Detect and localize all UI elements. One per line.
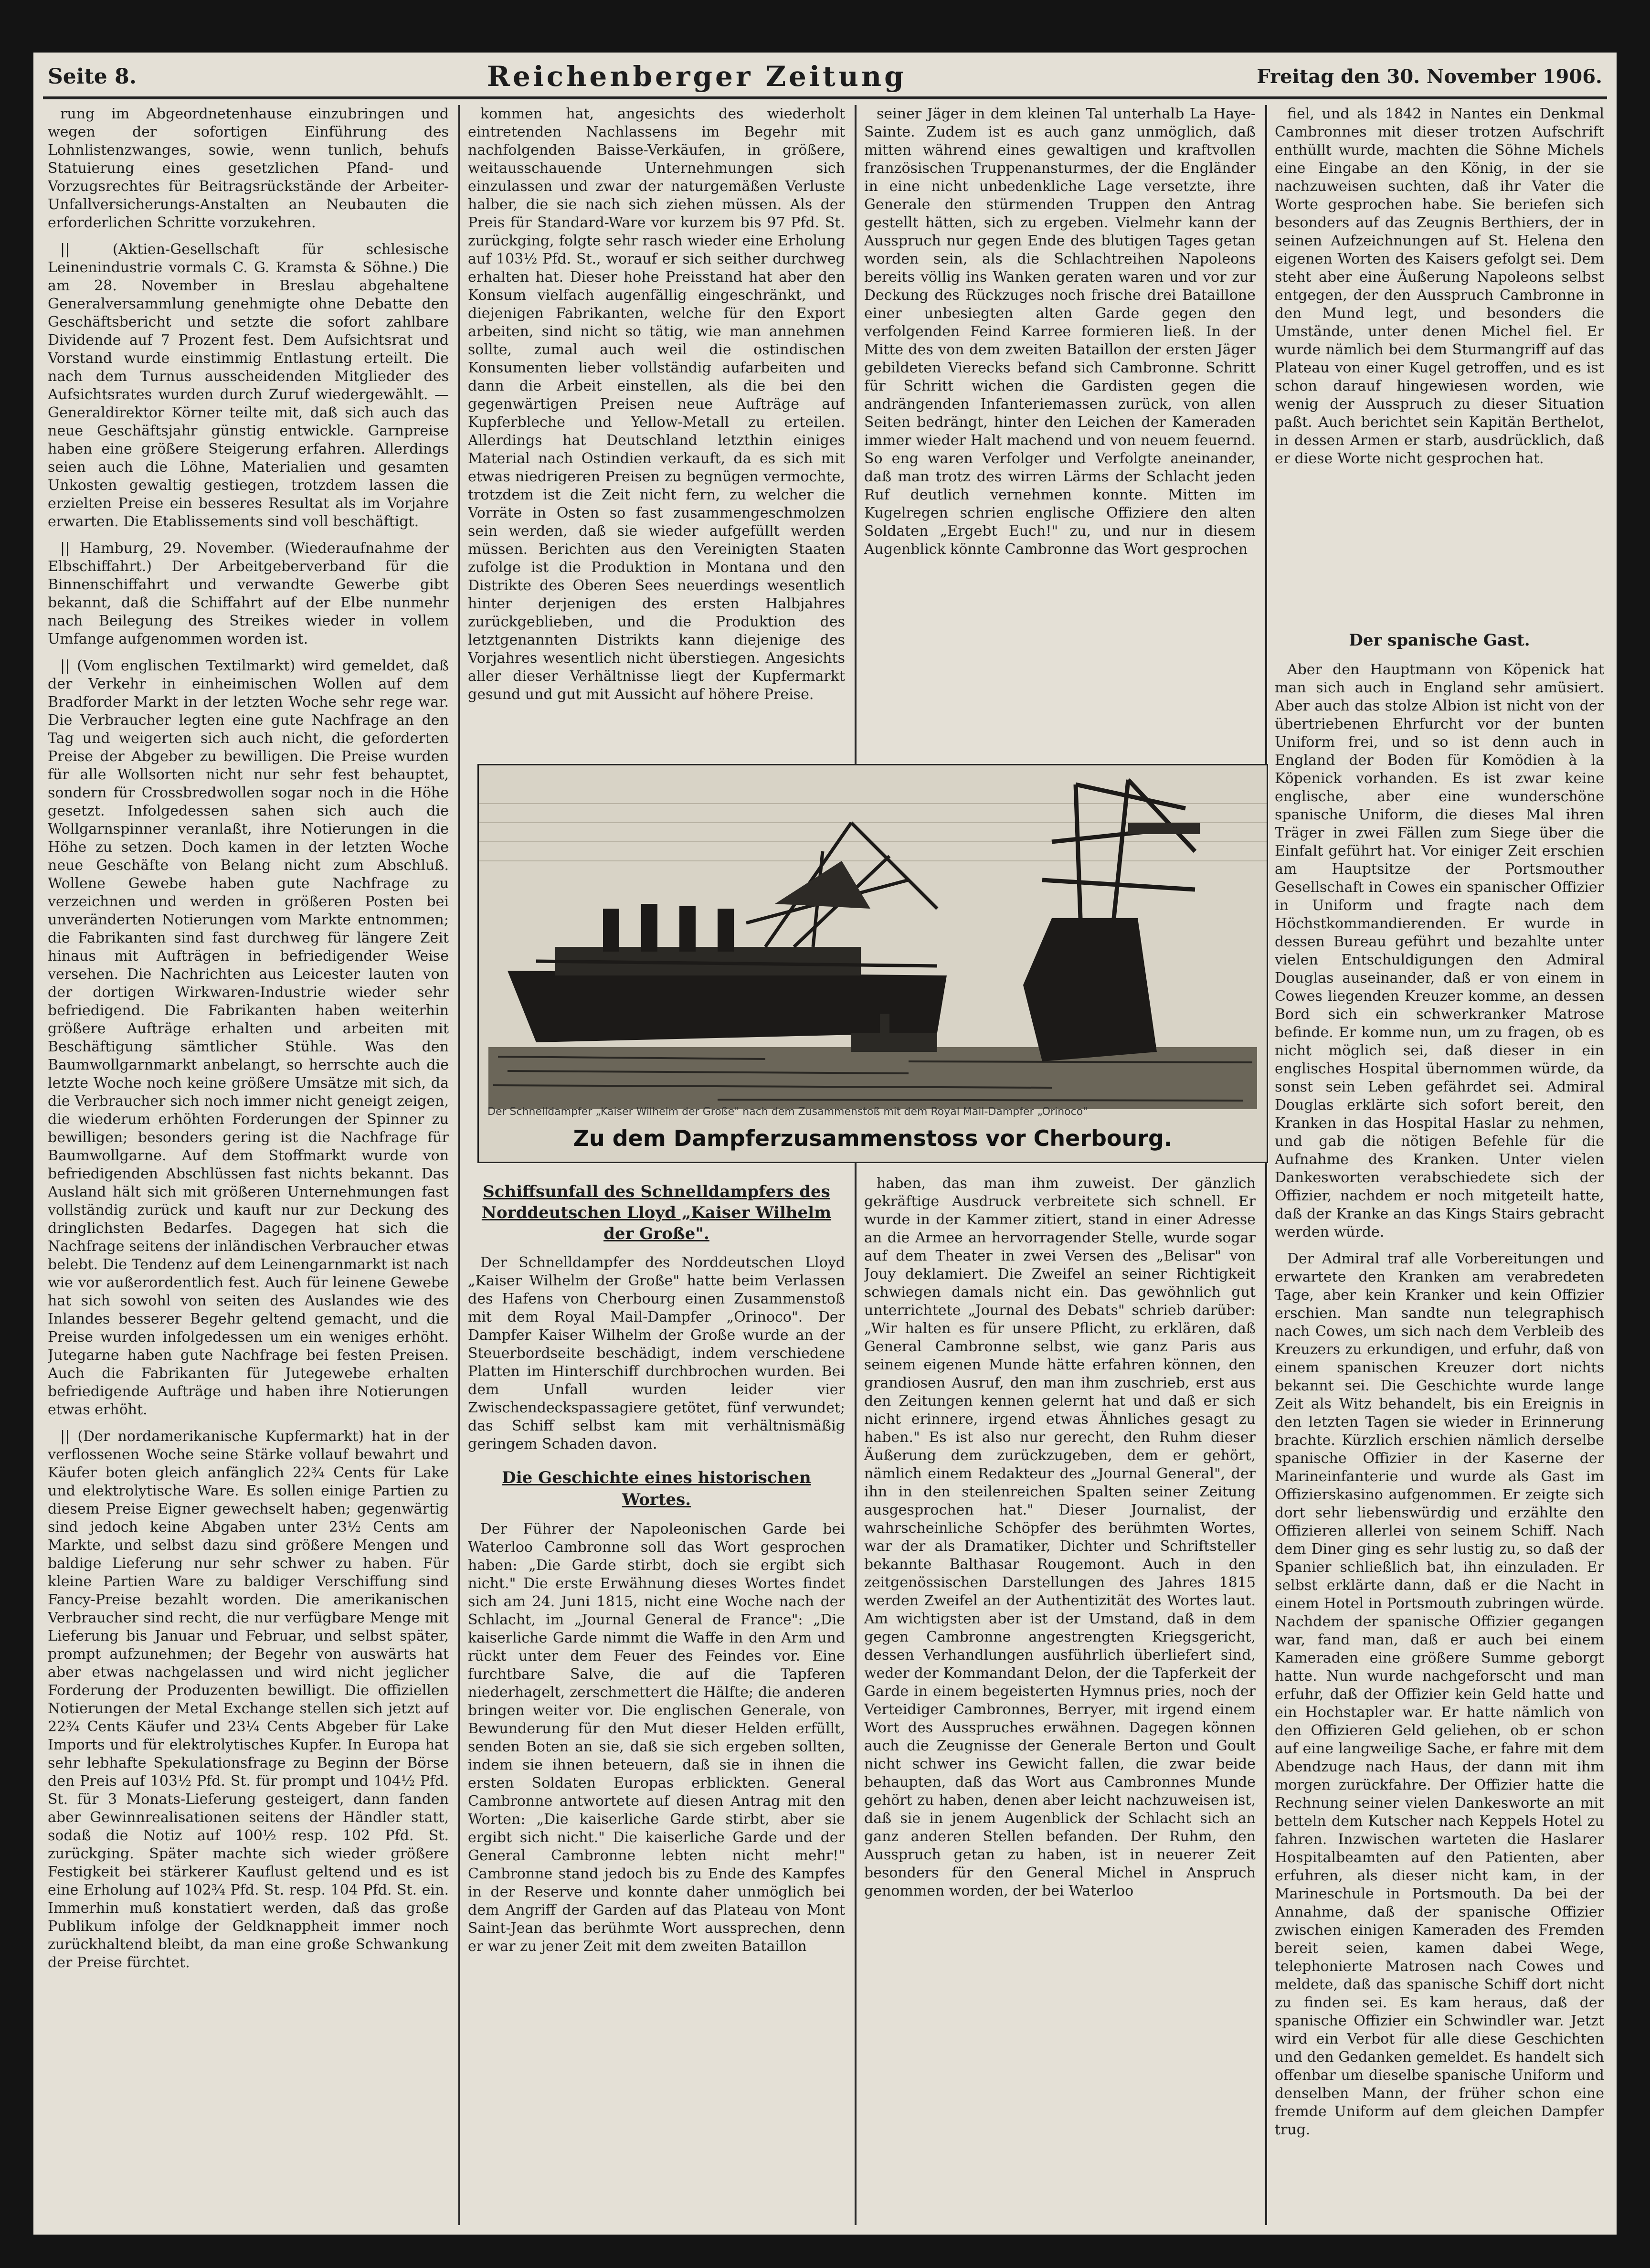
column-rule (458, 105, 460, 2225)
column-3-bottom (864, 1175, 1256, 2225)
column-rule (1265, 105, 1267, 2225)
column-4-top (1275, 105, 1604, 611)
paragraph: Der Admiral traf alle Vorbereitungen und erwartete den Kranken am verabredeten Tage, aber kein Kranker und kein Offizier erschien. Man sandte nun telegraphisch nach Cowes, um sich nach dem Verbleib des Kreuzers zu erkundigen, und erfuhr, daß von einem spanischen Kreuzer dort nichts bekannt sei. Die Geschichte wurde lange Zeit als Witz behandelt, bis ein Ereignis in den letzten Tagen sie wieder in Erinnerung brachte. Kürzlich erschien nämlich derselbe spanische Offizier in der Kaserne der Marineinfanterie und wurde als Gast im Offizierskasino aufgenommen. Er zeigte sich dort sehr liebenswürdig und erzählte den Offizieren allerlei von seinem Schiff. Nach dem Diner ging es sehr lustig zu, so daß der Spanier schließlich bat, ihn einzuladen. Er selbst erklärte dann, daß er die Nacht in einem Hotel in Portsmouth zubringen würde. Nachdem der spanische Offizier gegangen war, fand man, daß er auch bei einem Kameraden eine größere Summe geborgt hatte. Nun wurde nachgeforscht und man erfuhr, daß der Offizier kein Geld hatte und ein Hochstapler war. Er hatte nämlich von den Offizieren Geld geliehen, ob er schon auf eine langweilige Sache, er fahre mit dem Abendzuge nach Haus, der dann mit ihm morgen zurückfahre. Der Offizier hatte die Rechnung seiner vielen Dankesworte an mit betteln dem Kutscher nach Keppels Hotel zu fahren. Inzwischen warteten die Haslarer Hospitalbeamten auf den Patienten, aber erfuhren, als dieser nicht kam, in der Marineschule in Portsmouth. Da bei der Annahme, daß der spanische Offizier zwischen einigen Kameraden des Fremden bereit seien, kamen dabei Wege, telephonierte Matrosen nach Cowes und meldete, daß das spanische Schiff dort nicht zu finden sei. Es kam heraus, daß der spanische Offizier ein Schwindler war. Jetzt wird ein Verbot für alle diese Geschichten und den Gedanken gemeldet. Es handelt sich offenbar um dieselbe spanische Uniform und denselben Mann, der früher schon eine fremde Uniform auf dem gleichen Dampfer trug. (1275, 1251, 1604, 2138)
column-3-top (864, 105, 1256, 750)
paragraph: haben, das man ihm zuweist. Der gänzlich gekräftige Ausdruck verbreitete sich schnell. Er wurde in der Kammer zitiert, stand in einer Adresse an die Armee an hervorragender Stelle, wurde sogar auf dem Theater in zwei Versen des „Belisar" von Jouy deklamiert. Die Zweifel an seiner Richtigkeit schwiegen damals nicht ein. Das gewöhnlich gut unterrichtete „Journal des Debats" schrieb darüber: „Wir halten es für unsere Pflicht, zu erklären, daß General Cambronne selbst, wie ganz Paris aus seinem eigenen Munde hätte erfahren können, den grandiosen Ausruf, den man ihm zuschrieb, erst aus den Zeitungen kennen gelernt hat und daß er sich nicht erinnere, irgend etwas Ähnliches gesagt zu haben." Es ist also nur gerecht, den Ruhm dieser Äußerung dem zurückzugeben, dem er gehört, nämlich einem Redakteur des „Journal General", der ihn in den steilenreichen Spalten seiner Zeitung ausgesprochen hat." Dieser Journalist, der wahrscheinliche Schöpfer des berühmten Wortes, war der als Dramatiker, Dichter und Schriftsteller bekannte Balthasar Rougemont. Auch in den zeitgenössischen Darstellungen des Jahres 1815 werden Zweifel an der Authentizität des Wortes laut. Am wichtigsten aber ist der Umstand, daß in dem gegen Cambronne angestrengten Kriegsgericht, dessen Verhandlungen ausführlich überliefert sind, weder der Kommandant Delon, der die Tapferkeit der Garde in einem begeisterten Hymnus pries, noch der Verteidiger Cambronnes, Berryer, mit irgend einem Wort des Ausspruches erwähnen. Dagegen können auch die Zeugnisse der Generale Berton und Goult nicht schwer ins Gewicht fallen, die zwar beide behaupten, daß das Wort aus Cambronnes Munde gehört zu haben, denen aber leicht nachzuweisen ist, daß sie in jenem Augenblick der Schlacht sich an ganz anderen Stellen befanden. Der Ruhm, den Ausspruch getan zu haben, ist in neuerer Zeit besonders für den General Michel in Anspruch genommen worden, der bei Waterloo (864, 1175, 1256, 1899)
ship-collision-illustration (477, 764, 1268, 1163)
article-title: Die Geschichte eines historischen Wortes. (502, 1468, 811, 1509)
header-rule (43, 96, 1607, 99)
paragraph: Der Führer der Napoleonischen Garde bei Waterloo Cambronne soll das Wort gesprochen haben: „Die Garde stirbt, doch sie ergibt sich nicht." Die erste Erwähnung dieses Wortes findet sich am 24. Juni 1815, nicht eine Woche nach der Schlacht, im „Journal General de France": „Die kaiserliche Garde nimmt die Waffe in den Arm und rückt unter dem Feuer des Feindes vor. Eine furchtbare Salve, die auf die Tapferen niederhagelt, zerschmettert die Hälfte; die anderen bringen weiter vor. Die englischen Generale, von Bewunderung für den Mut dieser Helden erfüllt, senden Boten an sie, daß sie sich ergeben sollten, indem sie ihnen beteuern, daß sie in ihnen die ersten Soldaten Europas erblickten. General Cambronne antwortete auf diesen Antrag mit den Worten: „Die kaiserliche Garde stirbt, aber sie ergibt sich nicht." Die kaiserliche Garde und der General Cambronne lebten nicht mehr!" Cambronne stand jedoch bis zu Ende des Kampfes in der Reserve und konnte daher unmöglich bei dem Angriff der Garden auf das Plateau von Mont Saint-Jean das berühmte Wort aussprechen, denn er war zu jener Zeit mit dem zweiten Bataillon (468, 1521, 845, 1955)
figure-caption: Zu dem Dampferzusammenstoss vor Cherbourg. (573, 1125, 1173, 1151)
figure-credit: Der Schnelldampfer „Kaiser Wilhelm der Große" nach dem Zusammenstoß mit dem Royal Mail-Dampfer „Orinoco" (487, 1106, 1088, 1118)
paragraph: Der Schnelldampfer des Norddeutschen Lloyd „Kaiser Wilhelm der Große" hatte beim Verlassen des Hafens von Cherbourg einen Zusammenstoß mit dem Royal Mail-Dampfer „Orinoco". Der Dampfer Kaiser Wilhelm der Große wurde an der Steuerbordseite beschädigt, indem verschiedene Platten im Hinterschiff durchbrochen wurden. Bei dem Unfall wurden leider vier Zwischendeckspassagiere getötet, fünf verwundet; das Schiff selbst kam mit verhältnismäßig geringem Schaden davon. (468, 1254, 845, 1452)
masthead: Reichenberger Zeitung (487, 60, 907, 93)
paragraph: || (Aktien-Gesellschaft für schlesische Leinenindustrie vormals C. G. Kramsta & Söhne.) Die am 28. November in Breslau abgehaltene Generalversammlung genehmigte ohne Debatte den Geschäftsbericht und setzte die sofort zahlbare Dividende auf 7 Prozent fest. Dem Aufsichtsrat und Vorstand wurde einstimmig Entlastung erteilt. Die nach dem Turnus ausscheidenden Mitglieder des Aufsichtsrates wurden durch Zuruf wiedergewählt. — Generaldirektor Körner teilte mit, daß sich auch das neue Geschäftsjahr günstig entwickle. Garnpreise haben eine größere Steigerung erfahren. Allerdings seien auch die Löhne, Materialien und gesamten Unkosten gewaltig gestiegen, trotzdem lassen die erzielten Preise ein besseres Resultat als im Vorjahre erwarten. Die Etablissements sind voll beschäftigt. (48, 241, 449, 530)
paragraph: || (Vom englischen Textilmarkt) wird gemeldet, daß der Verkehr in einheimischen Wollen auf dem Bradforder Markt in der letzten Woche sehr rege war. Die Verbraucher legten eine gute Nachfrage an den Tag und weigerten sich auch nicht, die geforderten Preise der Abgeber zu bewilligen. Die Preise wurden für alle Wollsorten nicht nur sehr fest behauptet, sondern für Crossbredwollen sogar noch in die Höhe gesetzt. Infolgedessen sahen sich auch die Wollgarnspinner veranlaßt, ihre Notierungen in die Höhe zu setzen. Doch kamen in der letzten Woche neue Geschäfte von Belang nicht zum Abschluß. Wollene Gewebe haben gute Nachfrage zu verzeichnen und werden in größeren Posten bei unveränderten Notierungen vom Markte entnommen; die Fabrikanten sind fast durchweg für längere Zeit hinaus mit Aufträgen in befriedigender Weise versehen. Die Nachrichten aus Leicester lauten von der dortigen Wirkwaren-Industrie wieder sehr befriedigend. Die Fabrikanten haben weiterhin größere Aufträge erhalten und arbeiten mit Beschäftigung sämtlicher Stühle. Was den Baumwollgarnmarkt anbelangt, so herrschte auch die letzte Woche noch keine größere Umsätze mit sich, da die Verbraucher sich noch immer nicht geneigt zeigen, die wiederum erhöhten Forderungen der Spinner zu bewilligen; besonders gering ist die Nachfrage für Baumwollgarne. Auf dem Stoffmarkt wurde von befriedigenden Abschlüssen fast nichts bekannt. Das Ausland hält sich mit größeren Unternehmungen fast vollständig zurück und kauft nur zur Deckung des dringlichsten Bedarfes. Dagegen hat sich die Nachfrage seitens der inländischen Verbraucher etwas belebt. Die Tendenz auf dem Leinengarnmarkt ist nach wie vor außerordentlich fest. Auch für leinene Gewebe hat sich sowohl von seiten des Auslandes wie des Inlandes besserer Begehr geltend gemacht, und die Preise wurden infolgedessen um ein weniges erhöht. Jutegarne haben gute Nachfrage bei festen Preisen. Auch die Fabrikanten für Jutegewebe erhalten befriedigende Aufträge und haben ihre Notierungen etwas erhöht. (48, 657, 449, 1418)
newspaper-page (33, 53, 1617, 2235)
paragraph: rung im Abgeordnetenhause einzubringen und wegen der sofortigen Einführung des Lohnlistenzwanges, sowie, wenn tunlich, behufs Statuierung eines gesetzlichen Pfand- und Vorzugsrechtes für Beitragsrückstände der Arbeiter-Unfallversicherungs-Anstalten an Neubauten die erforderlichen Schritte vorzukehren. (48, 106, 449, 231)
paragraph: fiel, und als 1842 in Nantes ein Denkmal Cambronnes mit dieser trotzen Aufschrift enthüllt wurde, machten die Söhne Michels eine Eingabe an den König, in der sie nachzuweisen suchten, daß ihr Vater die Worte gesprochen habe. Sie beriefen sich besonders auf das Zeugnis Berthiers, der in seinen Aufzeichnungen auf St. Helena den eigenen Worten des Kaisers gefolgt sei. Dem steht aber eine Äußerung Napoleons selbst entgegen, der den Ausspruch Cambronne in den Mund legt, und besonders die Umstände, unter denen Michel fiel. Er wurde nämlich bei dem Sturmangriff auf das Plateau von einer Kugel getroffen, und es ist schon darauf hingewiesen worden, wie wenig der Ausspruch zu dieser Situation paßt. Auch berichtet sein Kapitän Berthelot, in dessen Armen er starb, ausdrücklich, daß er diese Worte nicht gesprochen hat. (1275, 106, 1604, 467)
column-2-bottom (468, 1175, 845, 2225)
ships-engraving-icon (479, 765, 1267, 1162)
issue-date: Freitag den 30. November 1906. (1257, 65, 1602, 88)
paragraph: seiner Jäger in dem kleinen Tal unterhalb La Haye-Sainte. Zudem ist es auch ganz unmöglich, daß mitten während eines gewaltigen und kraftvollen französischen Truppenansturmes, der die Engländer in eine nicht unbedenkliche Lage versetzte, ihre Generale den stürmenden Truppen den Antrag gestellt hätten, sich zu ergeben. Vielmehr kann der Ausspruch nur gegen Ende des blutigen Tages getan worden sein, als die Schlachtreihen Napoleons bereits völlig ins Wanken geraten waren und vor zur Deckung des Rückzuges noch frische drei Bataillone einer unbesiegten alten Garde gegen den verfolgenden Feind Karree formieren ließ. In der Mitte des von dem zweiten Bataillon der ersten Jäger gebildeten Vierecks befand sich Cambronne. Schritt für Schritt wichen die Gardisten gegen die andrängenden Infanteriemassen zurück, von allen Seiten bedrängt, hinter den Leichen der Kameraden immer wieder Halt machend und von neuem feuernd. So eng waren Verfolger und Verfolgte aneinander, daß man trotz des wirren Lärms der Schlacht jeden Ruf deutlich vernehmen konnte. Mitten im Kugelregen schrien englische Offiziere den alten Soldaten „Ergebt Euch!" zu, und nur in diesem Augenblick könnte Cambronne das Wort gesprochen (864, 106, 1256, 558)
paragraph: Aber den Hauptmann von Köpenick hat man sich auch in England sehr amüsiert. Aber auch das stolze Albion ist nicht von der übertriebenen Ehrfurcht vor der bunten Uniform frei, und so ist denn auch in England der Boden für Komödien à la Köpenick vorhanden. Es ist zwar keine englische, aber eine wunderschöne spanische Uniform, die dieses Mal ihren Träger in zwei Fällen zum Siege über die Einfalt geführt hat. Vor einiger Zeit erschien am Hauptsitze der Portsmouther Gesellschaft in Cowes ein spanischer Offizier in Uniform und fragte nach dem Höchstkommandierenden. Er wurde in dessen Bureau geführt und bezahlte unter vielen Entschuldigungen den Admiral Douglas auseinander, daß er von einem in Cowes liegenden Kreuzer komme, an dessen Bord sich ein schwerkranker Matrose befinde. Er komme nun, um zu fragen, ob es nicht möglich sei, daß dieser in ein englisches Hospital übernommen würde, da sonst sein Leben gefährdet sei. Admiral Douglas erklärte sich sofort bereit, den Kranken in das Hospital Haslar zu nehmen, und gab die nötigen Befehle für die Aufnahme des Kranken. Unter vielen Dankesworten verabschiedete sich der Offizier, nachdem er noch mitgeteilt hatte, daß der Kranke an das Kings Stairs gebracht werden würde. (1275, 661, 1604, 1240)
page-number: Seite 8. (48, 64, 137, 89)
column-rule (855, 105, 857, 2225)
paragraph: kommen hat, angesichts des wiederholt eintretenden Nachlassens im Begehr mit nachfolgenden Baisse-Verkäufen, in größere, weitausschauende Unternehmungen sich einzulassen und zwar der naturgemäßen Verluste halber, die sie nach sich ziehen müssen. Als der Preis für Standard-Ware vor kurzem bis 97 Pfd. St. zurückging, folgte sehr rasch wieder eine Erholung auf 103½ Pfd. St., worauf er sich seither durchweg erhalten hat. Dieser hohe Preisstand hat aber den Konsum vielfach augenfällig eingeschränkt, und diejenigen Fabrikanten, welche für den Export arbeiten, sind nicht so tätig, wie man annehmen sollte, zumal auch weil die ostindischen Konsumenten lieber vollständig aufarbeiten und dann die Arbeit einstellen, als die bei den gegenwärtigen Preisen neue Aufträge auf Kupferbleche und Yellow-Metall zu erteilen. Allerdings hat Deutschland letzthin einiges Material nach Ostindien verkauft, da es sich mit etwas niedrigeren Preisen zu begnügen vermochte, trotzdem ist die Zeit nicht fern, zu welcher die Vorräte in Osten so fast zusammengeschmolzen sein werden, daß sie wieder aufgefüllt werden müssen. Berichten aus den Vereinigten Staaten zufolge ist die Produktion in Montana und den Distrikte des Oberen Sees neuerdings wesentlich hinter derjenigen des ersten Halbjahres zurückgeblieben, und die Produktion des letztgenannten Distrikts kann diejenige des Vorjahres wesentlich nicht überstiegen. Angesichts aller dieser Verhältnisse liegt der Kupfermarkt gesund und gut mit Aussicht auf höhere Preise. (468, 106, 845, 703)
column-1 (48, 105, 449, 2225)
column-2-top (468, 105, 845, 750)
article-title: Schiffsunfall des Schnelldampfers des Norddeutschen Lloyd „Kaiser Wilhelm der Große". (481, 1182, 832, 1243)
paragraph: || Hamburg, 29. November. (Wiederaufnahme der Elbschiffahrt.) Der Arbeitgeberverband für die Binnenschiffahrt und verwandte Gewerbe gibt bekannt, daß die Schiffahrt auf der Elbe nunmehr nach Beilegung des Streikes wieder in vollem Umfange aufgenommen worden ist. (48, 540, 449, 647)
column-4-bottom (1275, 616, 1604, 2225)
section-title: Der spanische Gast. (1349, 631, 1530, 650)
paragraph: || (Der nordamerikanische Kupfermarkt) hat in der verflossenen Woche seine Stärke vollauf bewahrt und Käufer boten gleich anfänglich 22¾ Cents für Lake und elektrolytische Ware. Es sollen einige Partien zu diesem Preise Eigner gewechselt haben; gegenwärtig sind jedoch keine Abgaben unter 23½ Cents am Markte, und selbst dazu sind größere Mengen und baldige Lieferung nur sehr schwer zu haben. Für kleine Partien Ware zu baldiger Verschiffung sind Fancy-Preise bezahlt worden. Die amerikanischen Verbraucher sind recht, die nur verfügbare Menge mit Lieferung bis Januar und Februar, und selbst später, prompt aufzunehmen; der Begehr von auswärts hat aber etwas nachgelassen und wird nicht jeglicher Forderung der Produzenten bewilligt. Die offiziellen Notierungen der Metal Exchange stellen sich jetzt auf 22¾ Cents Käufer und 23¼ Cents Abgeber für Lake Imports und für elektrolytisches Kupfer. In Europa hat sehr lebhafte Spekulationsfrage zu Beginn der Börse den Preis auf 103½ Pfd. St. für prompt und 104½ Pfd. St. für 3 Monats-Lieferung gesteigert, dann fanden aber Gewinnrealisationen seitens der Händler statt, sodaß die Notiz auf 100½ resp. 102 Pfd. St. zurückging. Später machte sich wieder größere Festigkeit bei stärkerer Kauflust geltend und es ist eine Erholung auf 102¾ Pfd. St. resp. 104 Pfd. St. ein. Immerhin muß konstatiert werden, daß das große Publikum infolge der Geldknappheit immer noch zurückhaltend bleibt, da man eine große Schwankung der Preise fürchtet. (48, 1428, 449, 1971)
page-header (48, 59, 1602, 94)
